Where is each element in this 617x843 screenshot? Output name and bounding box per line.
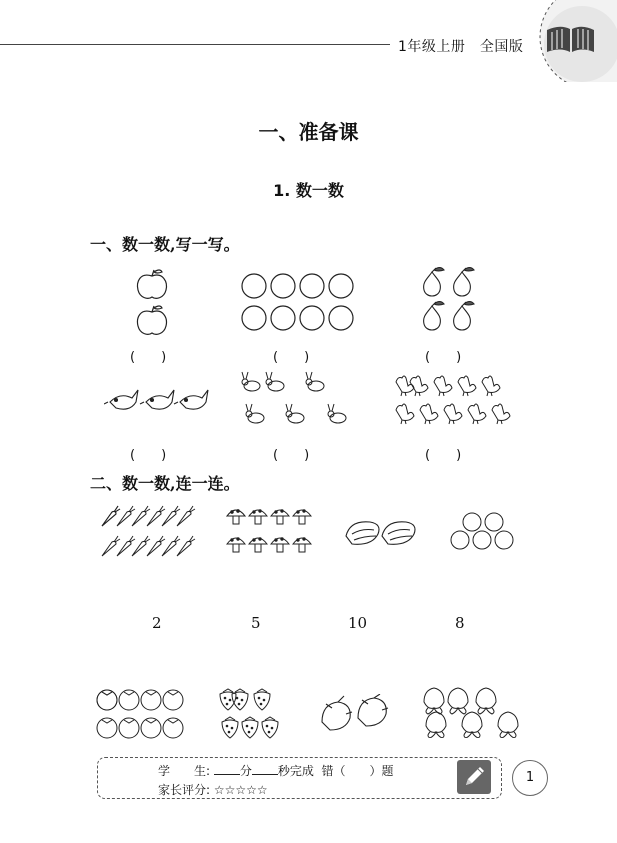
errors-count[interactable]: 错（ ）题 <box>321 764 394 778</box>
dragon-fruits-picture <box>318 694 392 734</box>
number-label-3: 10 <box>348 614 368 632</box>
oranges-picture <box>240 272 358 332</box>
header-text: 1年级上册 全国版 <box>398 39 524 55</box>
seconds-unit: 秒完成 <box>277 764 314 778</box>
student-label: 学 生: <box>158 764 211 778</box>
minutes-blank[interactable] <box>214 764 240 775</box>
rating-stars[interactable]: ☆☆☆☆☆ <box>213 783 268 797</box>
open-book-icon <box>530 0 617 82</box>
seconds-blank[interactable] <box>252 764 278 775</box>
mushrooms-picture <box>226 506 314 556</box>
answer-blank-1[interactable]: ( ) <box>130 350 167 365</box>
strawberries-picture <box>218 688 282 740</box>
tomatoes-picture <box>448 510 518 552</box>
parent-rating-row <box>158 781 268 798</box>
peaches-picture <box>422 686 520 738</box>
page-number: 1 <box>512 760 548 796</box>
cabbages-picture <box>344 514 420 550</box>
answer-blank-5[interactable]: ( ) <box>273 448 310 463</box>
completion-row <box>158 762 394 779</box>
number-label-1: 2 <box>152 614 162 632</box>
answer-blank-6[interactable]: ( ) <box>425 448 462 463</box>
carrots-picture <box>100 504 196 560</box>
header-rule <box>0 44 390 45</box>
pencil-icon <box>457 760 491 794</box>
section1-heading: 一、数一数,写一写。 <box>90 235 240 254</box>
tangerines-picture <box>96 688 188 744</box>
answer-blank-3[interactable]: ( ) <box>425 350 462 365</box>
pears-picture <box>418 266 480 334</box>
section2-heading: 二、数一数,连一连。 <box>90 474 240 493</box>
minutes-unit: 分 <box>239 764 252 778</box>
answer-blank-2[interactable]: ( ) <box>273 350 310 365</box>
roosters-picture <box>392 372 512 428</box>
parent-label: 家长评分: <box>158 783 211 797</box>
number-label-2: 5 <box>251 614 261 632</box>
number-label-4: 8 <box>455 614 465 632</box>
apples-picture <box>130 268 175 336</box>
rabbits-picture <box>240 370 355 430</box>
lesson-subtitle: 1. 数一数 <box>273 181 344 200</box>
answer-blank-4[interactable]: ( ) <box>130 448 167 463</box>
page-title: 一、准备课 <box>258 120 359 144</box>
birds-picture <box>104 384 214 420</box>
